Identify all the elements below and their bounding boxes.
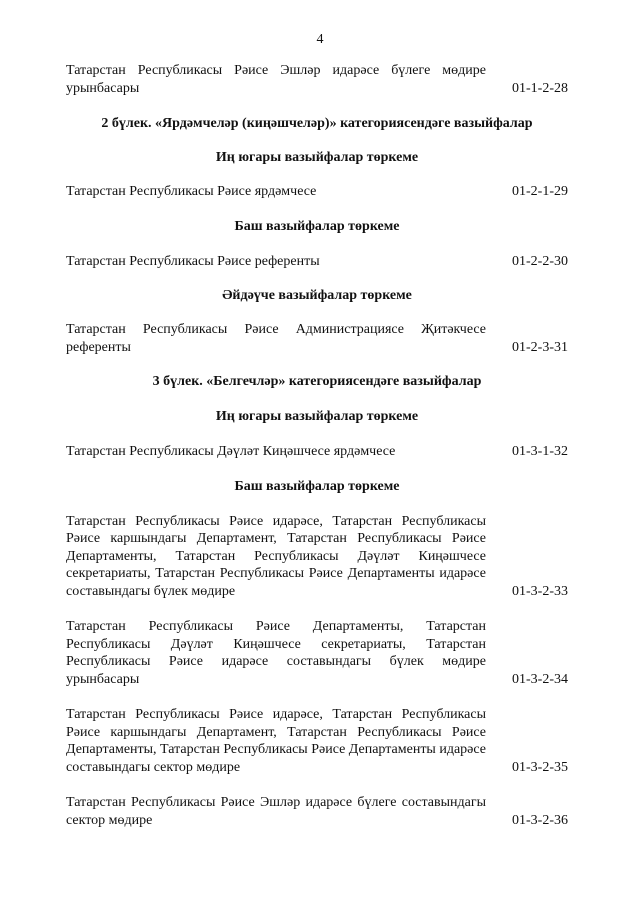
position-code: 01-3-1-32	[512, 444, 568, 459]
group-heading: Иң югары вазыйфалар төркеме	[215, 150, 419, 165]
position-title: Татарстан Республикасы Рәисе ярдәмчесе	[66, 184, 317, 199]
position-title: Татарстан Республикасы Рәисе Администрациясе Җитәкчесе референты	[66, 322, 486, 355]
document-body	[66, 62, 568, 829]
position-code: 01-1-2-28	[512, 80, 568, 96]
position-code: 01-2-3-31	[512, 339, 568, 355]
position-entry	[66, 443, 568, 461]
position-title: Татарстан Республикасы Рәисе идарәсе, Татарстан Республикасы Рәисе каршындагы Департамент, Татарстан Республикасы Рәисе Департаменты, Татарстан Республикасы Дәүләт Киңәшчесе секретариаты, Татарстан Республикасы Рәисе Департаменты идарәсе составындагы бүлек мөдире	[66, 513, 486, 599]
position-code: 01-3-2-34	[512, 671, 568, 687]
group-heading: Баш вазыйфалар төркеме	[234, 218, 400, 234]
position-entry	[66, 706, 568, 776]
position-entry	[66, 183, 568, 201]
position-title: Татарстан Республикасы Рәисе Эшләр идарәсе бүлеге составындагы сектор мөдире	[66, 795, 486, 828]
group-heading: Әйдәүче вазыйфалар төркеме	[222, 288, 412, 303]
position-title: Татарстан Республикасы Рәисе референты	[66, 253, 320, 269]
position-code: 01-2-1-29	[512, 184, 568, 199]
page-number: 4	[316, 32, 324, 47]
position-title: Татарстан Республикасы Дәүләт Киңәшчесе ярдәмчесе	[66, 444, 396, 459]
group-heading: Иң югары вазыйфалар төркеме	[215, 409, 419, 424]
section-heading: 3 бүлек. «Белгечләр» категориясендәге вазыйфалар	[152, 374, 482, 389]
position-title: Татарстан Республикасы Рәисе Департаменты, Татарстан Республикасы Дәүләт Киңәшчесе секретариаты, Татарстан Республикасы Рәисе идарәсе составындагы бүлек мөдире урынбасары	[66, 619, 486, 687]
position-title: Татарстан Республикасы Рәисе Эшләр идарәсе бүлеге мөдире урынбасары	[66, 63, 486, 96]
position-entry	[66, 321, 568, 356]
position-code: 01-2-2-30	[512, 253, 568, 269]
group-heading: Баш вазыйфалар төркеме	[234, 478, 400, 494]
position-code: 01-3-2-35	[512, 759, 568, 775]
position-title: Татарстан Республикасы Рәисе идарәсе, Татарстан Республикасы Рәисе каршындагы Департамент, Татарстан Республикасы Рәисе Департаменты, Татарстан Республикасы Рәисе Департаменты идарәсе составындагы сектор мөдире	[66, 707, 486, 775]
position-entry	[66, 618, 568, 688]
position-entry	[66, 794, 568, 829]
position-entry	[66, 513, 568, 601]
position-entry	[66, 253, 568, 271]
position-code: 01-3-2-36	[512, 812, 568, 828]
section-heading: 2 бүлек. «Ярдәмчеләр (киңәшчеләр)» категориясендәге вазыйфалар	[101, 116, 533, 131]
position-entry	[66, 62, 568, 97]
position-code: 01-3-2-33	[512, 583, 568, 599]
